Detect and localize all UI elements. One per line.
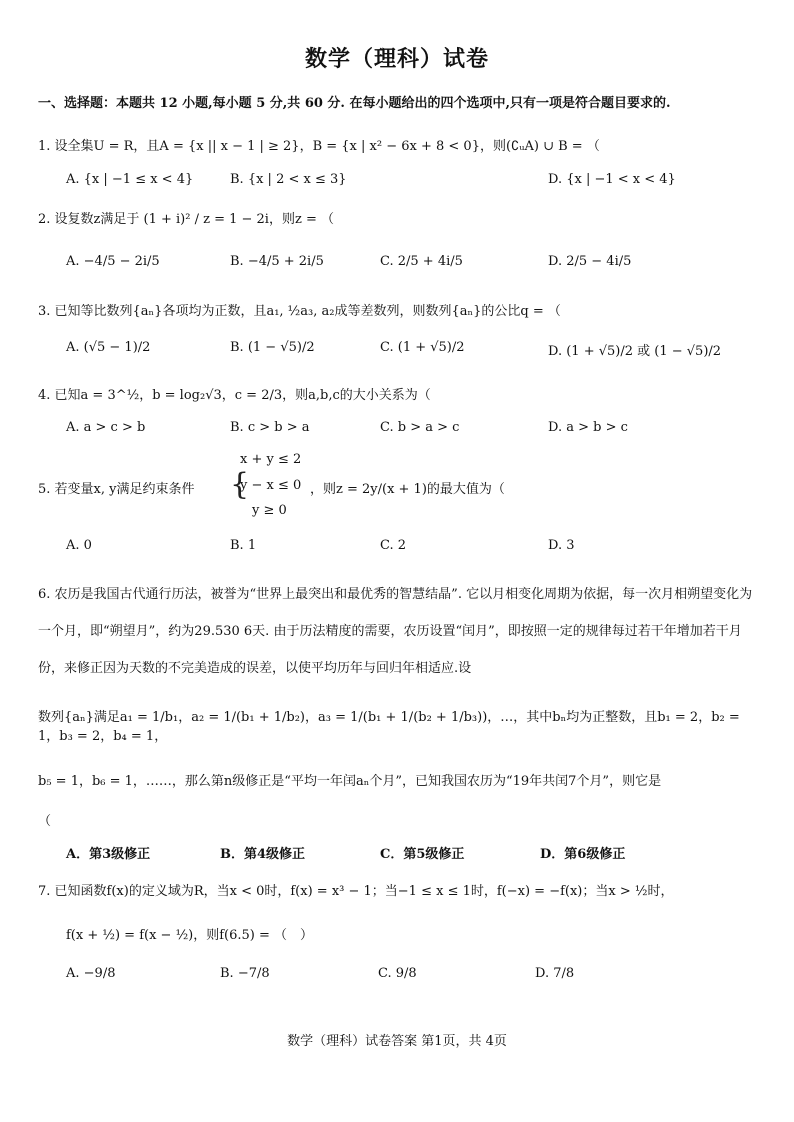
q2-option-a: A. −4/5 − 2i/5	[66, 254, 160, 269]
q5-option-d: D. 3	[548, 538, 575, 553]
page-title: 数学（理科）试卷	[304, 46, 489, 72]
q2-option-b: B. −4/5 + 2i/5	[230, 254, 324, 269]
question-4-stem: 4. 已知a = 3^½，b = log₂√3，c = 2/3，则a,b,c的大小关系为（	[38, 388, 431, 403]
question-6-sequence-line: 数列{aₙ}满足a₁ = 1/b₁，a₂ = 1/(b₁ + 1/b₂)，a₃ = 1/(b₁ + 1/(b₂ + 1/b₃))，…，其中bₙ均为正整数，且b₁ = 2，b₂ = 1，b₃ = 2，b₄ = 1，	[38, 710, 740, 744]
q7-option-d: D. 7/8	[535, 966, 575, 981]
q5-option-b: B. 1	[230, 538, 257, 553]
q5-constraint-2: y − x ≤ 0	[240, 478, 302, 493]
q7-option-c: C. 9/8	[378, 966, 417, 981]
question-1-stem: 1. 设全集U = R，且A = {x || x − 1 | ≥ 2}，B = {x | x² − 6x + 8 < 0}，则(∁ᵤA) ∪ B = （	[38, 139, 600, 154]
question-6-line3: b₅ = 1，b₆ = 1，……，那么第n级修正是“平均一年闰aₙ个月”，已知我国农历为“19年共闰7个月”，则它是	[38, 774, 662, 789]
question-5-stem-pre: 5. 若变量x, y满足约束条件	[38, 482, 195, 497]
question-7-line2: f(x + ½) = f(x − ½)，则f(6.5) = （ ）	[66, 928, 314, 943]
q3-option-d: D. (1 + √5)/2 或 (1 − √5)/2	[548, 344, 722, 359]
q5-option-a: A. 0	[66, 538, 92, 553]
page-footer: 数学（理科）试卷答案 第1页，共 4页	[287, 1034, 507, 1049]
q1-option-a: A. {x | −1 ≤ x < 4}	[66, 172, 194, 187]
q3-option-a: A. (√5 − 1)/2	[66, 340, 151, 355]
q4-option-b: B. c > b > a	[230, 420, 310, 435]
q1-option-d: D. {x | −1 < x < 4}	[548, 172, 676, 187]
q4-option-d: D. a > b > c	[548, 420, 628, 435]
q5-option-c: C. 2	[380, 538, 407, 553]
q5-brace: {	[230, 467, 250, 502]
question-2-stem: 2. 设复数z满足于 (1 + i)² / z = 1 − 2i，则z = （	[38, 212, 334, 227]
question-3-stem: 3. 已知等比数列{aₙ}各项均为正数，且a₁, ½a₃, a₂成等差数列，则数列{aₙ}的公比q = （	[38, 304, 561, 319]
q4-option-a: A. a > c > b	[66, 420, 146, 435]
question-6-stem: 6. 农历是我国古代通行历法，被誉为“世界上最突出和最优秀的智慧结晶”. 它以月相变化周期为依据，每一次月相朔望变化为一个月，即“朔望月”，约为29.530 6天. 由于历法精度的需要，农历设置“闰月”，即按照一定的规律每过若干年增加若干月份，来修正因为天数的不完美造成的误差，以使平均历年与回归年相适应.设	[38, 587, 753, 676]
q1-option-b: B. {x | 2 < x ≤ 3}	[230, 172, 347, 187]
q3-option-b: B. (1 − √5)/2	[230, 340, 315, 355]
q4-option-c: C. b > a > c	[380, 420, 460, 435]
q3-option-c: C. (1 + √5)/2	[380, 340, 465, 355]
q5-constraint-1: x + y ≤ 2	[240, 452, 302, 467]
q7-option-b: B. −7/8	[220, 966, 270, 981]
question-7-stem: 7. 已知函数f(x)的定义域为R，当x < 0时，f(x) = x³ − 1；当−1 ≤ x ≤ 1时，f(−x) = −f(x)；当x > ½时，	[38, 884, 674, 899]
q2-option-c: C. 2/5 + 4i/5	[380, 254, 463, 269]
q6-option-b: B．第4级修正	[220, 847, 306, 862]
question-6-line4: （	[38, 814, 52, 829]
q6-option-a: A．第3级修正	[66, 847, 151, 862]
q6-option-c: C．第5级修正	[380, 847, 465, 862]
q6-option-d: D．第6级修正	[540, 847, 626, 862]
q2-option-d: D. 2/5 − 4i/5	[548, 254, 632, 269]
question-5-stem-post: ，则z = 2y/(x + 1)的最大值为（	[310, 482, 505, 497]
section-heading: 一、选择题：本题共 12 小题,每小题 5 分,共 60 分. 在每小题给出的四个选项中,只有一项是符合题目要求的.	[38, 96, 671, 111]
q7-option-a: A. −9/8	[66, 966, 116, 981]
q5-constraint-3: y ≥ 0	[252, 503, 287, 518]
